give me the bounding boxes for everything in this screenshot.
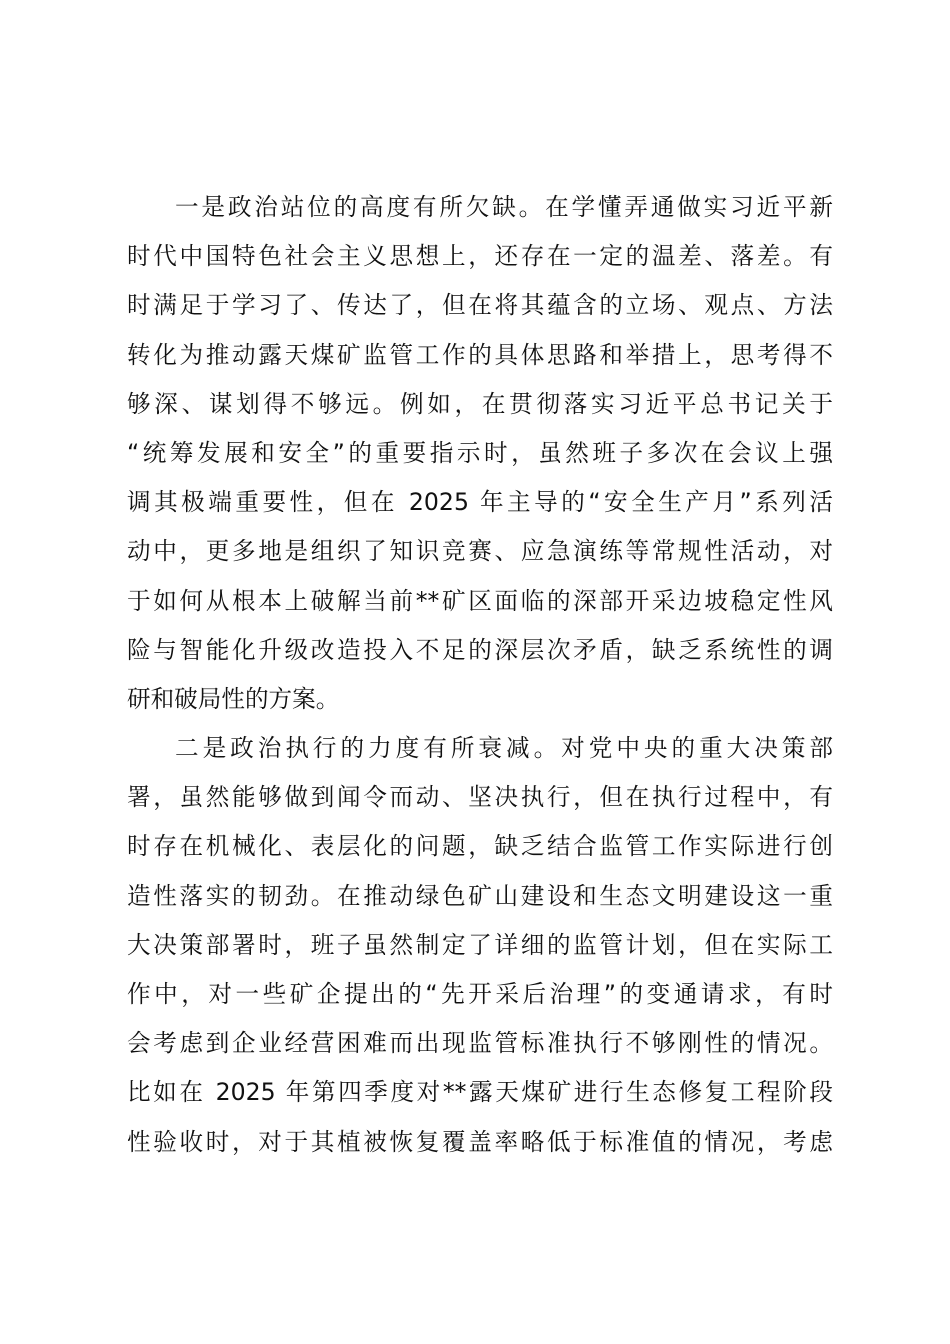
text-line: 一是政治站位的高度有所欠缺。在学懂弄通做实习近平新 [175,193,833,221]
document-body [127,183,833,1167]
text-line: 会考虑到企业经营困难而出现监管标准执行不够刚性的情况。 [127,1029,833,1058]
text-line: 二是政治执行的力度有所衰减。对党中央的重大决策部 [175,734,833,763]
text-line: 调其极端重要性，但在 2025 年主导的“安全生产月”系列活 [127,488,833,517]
text-line: 险与智能化升级改造投入不足的深层次矛盾，缺乏系统性的调 [127,635,833,664]
text-line: 大决策部署时，班子虽然制定了详细的监管计划，但在实际工 [127,930,833,959]
text-line: 造性落实的韧劲。在推动绿色矿山建设和生态文明建设这一重 [127,881,833,910]
text-line: 时满足于学习了、传达了，但在将其蕴含的立场、观点、方法 [127,291,833,320]
text-line: 时存在机械化、表层化的问题，缺乏结合监管工作实际进行创 [127,832,833,861]
text-line: 署，虽然能够做到闻令而动、坚决执行，但在执行过程中，有 [127,783,833,812]
text-line: 比如在 2025 年第四季度对**露天煤矿进行生态修复工程阶段 [127,1078,833,1107]
text-line: 研和破局性的方案。 [127,684,340,713]
text-line: 时代中国特色社会主义思想上，还存在一定的温差、落差。有 [127,242,833,271]
text-line: 转化为推动露天煤矿监管工作的具体思路和举措上，思考得不 [127,340,833,369]
paragraph-political-execution [127,724,833,1167]
text-line: “统筹发展和安全”的重要指示时，虽然班子多次在会议上强 [127,438,833,467]
text-line: 性验收时，对于其植被恢复覆盖率略低于标准值的情况，考虑 [127,1127,833,1156]
text-line: 作中，对一些矿企提出的“先开采后治理”的变通请求，有时 [127,980,833,1008]
text-line: 于如何从根本上破解当前**矿区面临的深部开采边坡稳定性风 [127,586,833,615]
text-line: 够深、谋划得不够远。例如，在贯彻落实习近平总书记关于 [127,389,833,418]
text-line: 动中，更多地是组织了知识竞赛、应急演练等常规性活动，对 [127,537,833,566]
paragraph-political-stance [127,183,833,724]
